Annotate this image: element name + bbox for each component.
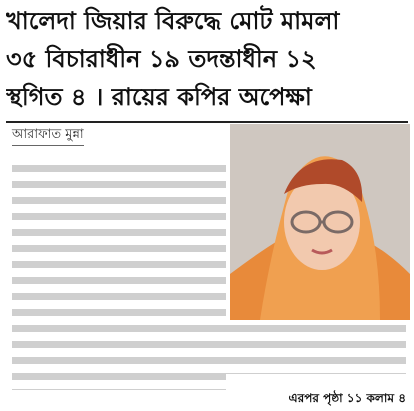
byline: আরাফাত মুন্না bbox=[12, 126, 84, 146]
portrait-illustration bbox=[230, 124, 410, 320]
headline-line-2: ৩৫ বিচারাধীন ১৯ তদন্তাধীন ১২ bbox=[6, 45, 317, 73]
headline-line-1: খালেদা জিয়ার বিরুদ্ধে মোট মামলা bbox=[6, 7, 340, 35]
headline-line-3: স্থগিত ৪ । রায়ের কপির অপেক্ষা bbox=[6, 83, 312, 111]
article-text-wide bbox=[12, 320, 406, 374]
portrait-photo bbox=[230, 124, 410, 320]
headline-rule bbox=[6, 121, 408, 123]
continued-on-page: এরপর পৃষ্ঠা ১১ কলাম ৪ bbox=[288, 391, 406, 405]
headline bbox=[6, 2, 410, 116]
